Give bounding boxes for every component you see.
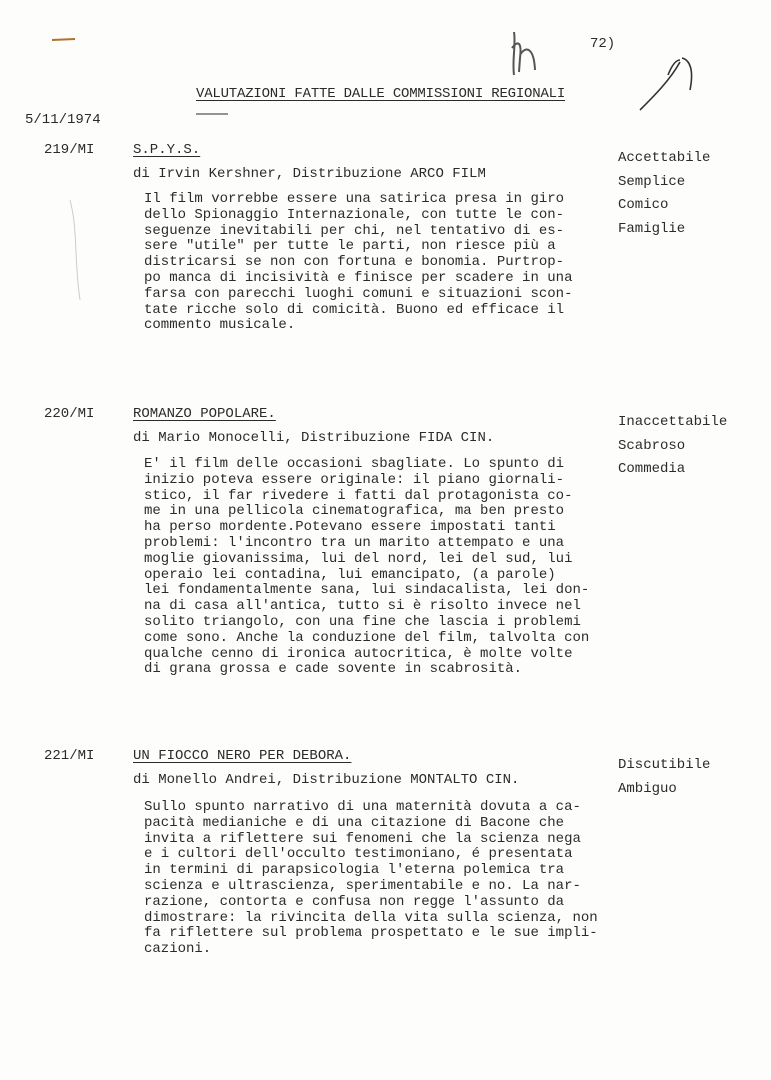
review-text [144,457,589,678]
review-line: in termini di parapsicologia l'eterna polemica tra [144,862,565,879]
review-line: problemi: l'incontro tra un marito attempato e una [144,534,565,551]
review-line: fa riflettere sul problema prospettato e le sue impli- [144,925,598,942]
entry-code: 219/MI [44,142,95,158]
review-line: commento musicale. [144,317,296,334]
page-heading: VALUTAZIONI FATTE DALLE COMMISSIONI REGIONALI [196,86,566,102]
film-title: UN FIOCCO NERO PER DEBORA. [133,748,352,764]
review-text [144,800,598,958]
film-byline: di Irvin Kershner, Distribuzione ARCO FILM [133,166,486,182]
review-line: lei fondamentalmente sana, lui sindacalista, lei don- [144,582,590,599]
review-line: tate ricche solo di comicità. Buono ed efficace il [144,301,565,318]
review-line: inizio poteva essere originale: il piano giornali- [144,471,565,488]
review-line: operaio lei contadina, lui emancipato, (a parole) [144,566,556,583]
review-line: po manca di incisività e finisce per scadere in una [144,269,573,286]
review-line: E' il film delle occasioni sbagliate. Lo spunto di [144,456,565,472]
rating-label: Scabroso [618,437,686,454]
review-line: cazioni. [144,941,212,958]
review-line: moglie giovanissima, lui del nord, lei del sud, lui [144,550,573,567]
review-line: e i cultori dell'occulto testimoniano, é presentata [144,846,573,863]
review-line: farsa con parecchi luoghi comuni e situazioni scon- [144,285,573,302]
review-line: me in una pellicola cinematografica, ma ben presto [144,503,565,520]
pencil-mark [70,200,80,300]
film-byline: di Monello Andrei, Distribuzione MONTALTO CIN. [133,772,520,788]
review-line: di grana grossa e cade sovente in scabrosità. [144,661,523,678]
review-line: Sullo spunto narrativo di una maternità dovuta a ca- [144,799,581,815]
review-line: seguenze inevitabili per chi, nel tentativo di es- [144,222,565,239]
rating-label: Discutibile [618,757,711,773]
film-title: ROMANZO POPOLARE. [133,406,276,422]
review-text [144,192,572,334]
review-line: come sono. Anche la conduzione del film, talvolta con [144,629,590,646]
handwritten-initials [512,32,535,75]
review-line: invita a riflettere sui fenomeni che la scienza nega [144,830,581,847]
page-number: 72) [590,36,616,52]
margin-dash [52,39,75,40]
rating-label: Famiglie [618,220,686,237]
review-line: pacità medianiche e di una citazione di Bacone che [144,814,565,831]
entry-code: 220/MI [44,406,95,422]
film-byline: di Mario Monocelli, Distribuzione FIDA CIN. [133,430,495,446]
review-line: qualche cenno di ironica autocritica, è molte volte [144,645,573,662]
rating-label: Accettabile [618,150,711,166]
review-line: scienza e ultrascienza, sperimentabile e no. La nar- [144,877,581,894]
review-line: solito triangolo, con una fine che lascia i problemi [144,613,581,630]
review-line: districarsi se non con fortuna e bonomia. Purtrop- [144,254,565,271]
review-line: Il film vorrebbe essere una satirica presa in giro [144,191,565,207]
rating-label: Ambiguo [618,780,677,797]
rating-label: Semplice [618,173,686,190]
review-line: dimostrare: la rivincita della vita sulla scienza, non [144,909,598,926]
film-title: S.P.Y.S. [133,142,201,158]
review-line: dello Spionaggio Internazionale, con tutte le con- [144,206,565,223]
review-line: na di casa all'antica, tutto si è risolto invece nel [144,598,581,615]
review-line: razione, contorta e confusa non regge l'assunto da [144,893,565,910]
handwritten-signature [640,58,692,110]
rating-label: Comico [618,197,669,214]
review-line: sere "utile" per tutte le parti, non riesce più a [144,238,556,255]
rating-label: Commedia [618,461,686,478]
entry-code: 221/MI [44,748,95,764]
rating-label: Inaccettabile [618,414,728,430]
document-date: 5/11/1974 [25,112,101,128]
review-line: stico, il far rivedere i fatti dal protagonista co- [144,487,573,504]
review-line: ha perso mordente.Potevano essere impostati tanti [144,519,556,536]
